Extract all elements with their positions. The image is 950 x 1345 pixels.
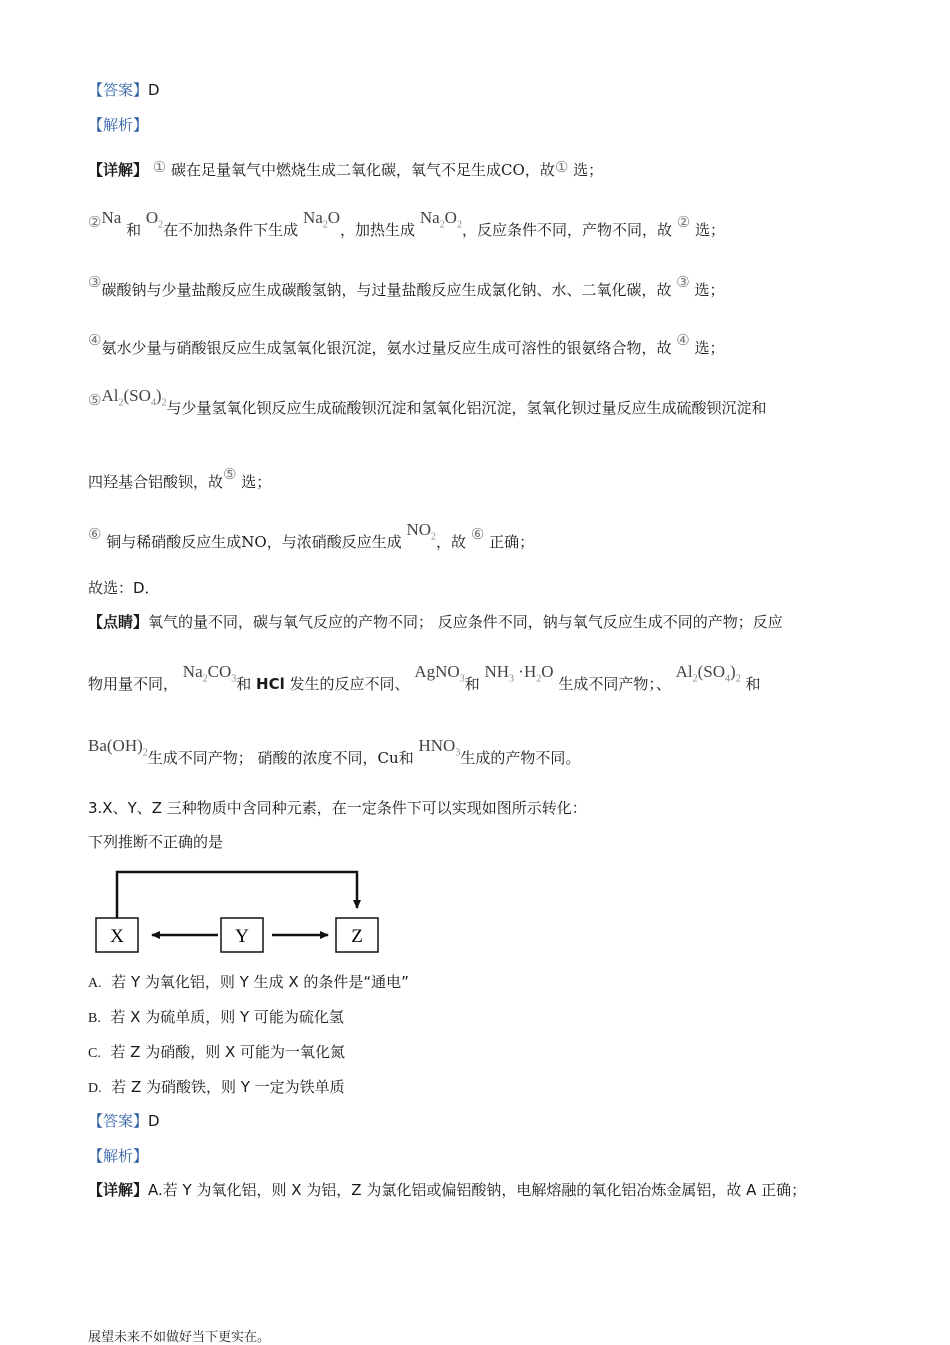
detail-tag: 【详解】 <box>88 1181 149 1199</box>
formula-nh3h2o: $NH_3 \cdot H_2O$ <box>484 662 554 685</box>
text: 生成不同产物； 硝酸的浓度不同， <box>147 749 378 767</box>
circled-number: ③ <box>676 273 690 291</box>
comment-line-1 <box>88 612 783 632</box>
detail-line-2 <box>88 208 725 247</box>
detail-tag: 【详解】 <box>88 161 149 179</box>
option-text: 若 X 为硫单质，则 Y 可能为硫化氢 <box>110 1008 344 1026</box>
text: 四羟基合铝酸钡，故 <box>88 473 224 491</box>
detail-line-1 <box>88 160 603 180</box>
text: ，故 <box>436 533 467 551</box>
text: 选； <box>694 221 725 239</box>
conclusion: 故选：D． <box>88 579 160 597</box>
question-prompt: 下列推断不正确的是 <box>88 833 224 851</box>
text: ，与浓硝酸反应生成 <box>266 533 402 551</box>
comment-line-3 <box>88 736 581 775</box>
circled-number: ⑥ <box>470 525 485 543</box>
text: 和 <box>398 749 414 767</box>
option-b <box>88 1007 344 1029</box>
footer-motto: 展望未来不如做好当下更实在。 <box>88 1329 271 1344</box>
formula-o2: $O_2$ <box>145 208 164 231</box>
formula-na2o: $Na_2O$ <box>302 208 341 231</box>
circled-number: ① <box>554 158 569 176</box>
text: ，加热生成 <box>340 221 416 239</box>
text: A.若 Y 为氧化铝，则 X 为铝，Z 为氯化铝或偏铝酸钠，电解熔融的氧化铝冶炼金属铝，故 A 正确； <box>148 1181 807 1199</box>
text: 和 <box>464 675 480 693</box>
detail-line-3-text <box>88 273 725 300</box>
option-c <box>88 1042 345 1064</box>
circled-number: ② <box>676 213 691 231</box>
circled-number: ③ <box>88 273 102 291</box>
option-text: 若 Z 为硝酸，则 X 可能为一氧化氮 <box>110 1043 346 1061</box>
label-z: Z <box>351 926 363 947</box>
formula-na: Na <box>101 208 122 227</box>
circled-number: ⑤ <box>88 391 102 409</box>
circled-number: ② <box>88 213 102 231</box>
answer-tag: 【答案】 <box>88 81 149 99</box>
text: 氨水少量与硝酸银反应生成氢氧化银沉淀，氨水过量反应生成可溶性的银氨络合物，故 <box>101 339 672 357</box>
text: ，故 <box>524 161 555 179</box>
text: 物用量不同， <box>88 675 179 693</box>
answer-tag: 【答案】 <box>88 1112 149 1130</box>
formula-na2o2: $Na_2O_2$ <box>419 208 462 231</box>
formula-co: CO <box>501 161 525 179</box>
formula-hcl: HCl <box>256 675 285 693</box>
text: 选； <box>694 281 725 299</box>
analysis-tag-1: 【解析】 <box>88 116 149 134</box>
label-x: X <box>110 926 124 947</box>
detail-line-4 <box>88 331 725 358</box>
text: 碳酸钠与少量盐酸反应生成碳酸氢钠，与过量盐酸反应生成氯化钠、水、二氧化碳，故 <box>101 281 672 299</box>
text: 选； <box>241 473 272 491</box>
conversion-diagram <box>92 866 392 958</box>
analysis-tag-2: 【解析】 <box>88 1147 149 1165</box>
text: 与少量氢氧化钡反应生成硫酸钡沉淀和氢氧化铝沉淀，氢氧化钡过量反应生成硫酸钡沉淀和 <box>166 399 767 417</box>
circled-number: ⑥ <box>88 525 102 543</box>
formula-al2so43-comment: $Al_2(SO_4)_2$ <box>675 662 741 685</box>
circled-number: ④ <box>88 331 102 349</box>
formula-agno3: AgNO$_3$ <box>414 662 465 685</box>
text: 在不加热条件下生成 <box>163 221 299 239</box>
text: 选； <box>573 161 604 179</box>
option-letter: C. <box>88 1046 101 1061</box>
formula-no: NO <box>241 533 267 551</box>
option-text: 若 Z 为硝酸铁，则 Y 一定为铁单质 <box>111 1078 345 1096</box>
formula-hno3: $HNO_3$ <box>418 736 461 759</box>
text: 和 <box>236 675 252 693</box>
text: 发生的反应不同、 <box>289 675 410 693</box>
option-text: 若 Y 为氧化铝，则 Y 生成 X 的条件是“通电” <box>111 973 409 991</box>
arrow-x-to-z <box>117 872 357 918</box>
text: 正确； <box>489 533 535 551</box>
text: 铜与稀硝酸反应生成 <box>106 533 242 551</box>
text: 和 <box>126 221 142 239</box>
label-y: Y <box>235 926 249 947</box>
formula-na2co3: $Na_2CO_3$ <box>182 662 237 685</box>
circled-number: ① <box>152 158 167 176</box>
text: 生成不同产物；、 <box>558 675 671 693</box>
detail-line-7 <box>88 520 535 559</box>
circled-number: ④ <box>676 331 690 349</box>
option-letter: B. <box>88 1011 101 1026</box>
text: 选； <box>694 339 725 357</box>
option-a <box>88 972 409 994</box>
answer-value: D <box>148 81 160 99</box>
option-letter: A. <box>88 976 102 991</box>
text: 碳在足量氧气中燃烧生成二氧化碳，氧气不足生成 <box>171 161 502 179</box>
formula-baoh2: $Ba(OH)_2$ <box>88 736 148 759</box>
formula-al2so43: $Al_2(SO_4)_2$ <box>101 386 167 409</box>
answer-line-1 <box>88 80 160 100</box>
text: 氧气的量不同，碳与氧气反应的产物不同； 反应条件不同，钠与氧气反应生成不同的产物；反应 <box>148 613 783 631</box>
text: ，反应条件不同，产物不同，故 <box>461 221 672 239</box>
answer-value: D <box>148 1112 160 1130</box>
answer-line-2 <box>88 1111 160 1131</box>
formula-no2: $NO_2$ <box>406 520 437 543</box>
option-letter: D. <box>88 1081 102 1096</box>
comment-line-2 <box>88 662 761 701</box>
question-stem: 3.X、Y、Z 三种物质中含同种元素，在一定条件下可以实现如图所示转化： <box>88 799 587 817</box>
circled-number: ⑤ <box>223 465 237 483</box>
text: 和 <box>745 675 761 693</box>
option-d <box>88 1077 345 1099</box>
formula-cu: Cu <box>377 749 399 767</box>
text: 生成的产物不同。 <box>460 749 581 767</box>
detail-line-6 <box>88 465 272 492</box>
comment-tag: 【点睛】 <box>88 613 149 631</box>
detail-line-5 <box>88 386 767 425</box>
detail-2-line-1 <box>88 1180 806 1200</box>
